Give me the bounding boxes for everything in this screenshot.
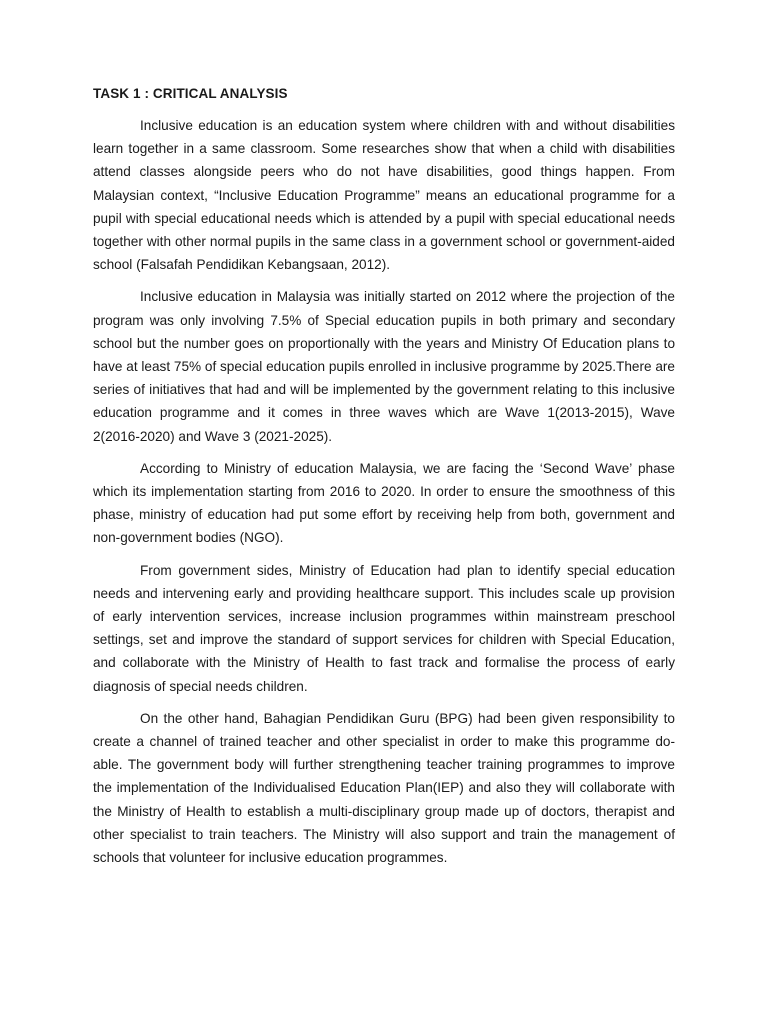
document-heading: TASK 1 : CRITICAL ANALYSIS xyxy=(93,86,288,101)
paragraph-second-wave: According to Ministry of education Malaysia, we are facing the ‘Second Wave’ phase which its implementation starting from 2016 to 2020. In order to ensure the smoothness of this phase, ministry of education had put some effort by receiving help from both, government and non-government bodies (NGO). xyxy=(93,460,675,546)
document-page xyxy=(93,84,675,878)
paragraph-bpg: On the other hand, Bahagian Pendidikan Guru (BPG) had been given responsibility to create a channel of trained teacher and other specialist in order to make this programme do-able. The government body will further strengthening teacher training programmes to improve the implementation of the Individualised Education Plan(IEP) and also they will collaborate with the Ministry of Health to establish a multi-disciplinary group made up of doctors, therapist and other specialist to train teachers. The Ministry will also support and train the management of schools that volunteer for inclusive education programmes. xyxy=(93,710,675,866)
paragraph-government-sides: From government sides, Ministry of Education had plan to identify special education needs and intervening early and providing healthcare support. This includes scale up provision of early intervention services, increase inclusion programmes within mainstream preschool settings, set and improve the standard of support services for children with Special Education, and collaborate with the Ministry of Health to fast track and formalise the process of early diagnosis of special needs children. xyxy=(93,562,675,694)
paragraph-definition: Inclusive education is an education system where children with and without disabilities learn together in a same classroom. Some researches show that when a child with disabilities attend classes alongside peers who do not have disabilities, good things happen. From Malaysian context, “Inclusive Education Programme” means an educational programme for a pupil with special educational needs which is attended by a pupil with special educational needs together with other normal pupils in the same class in a government school or government-aided school (Falsafah Pendidikan Kebangsaan, 2012). xyxy=(93,118,675,273)
paragraph-malaysia-history: Inclusive education in Malaysia was initially started on 2012 where the projection of the program was only involving 7.5% of Special education pupils in both primary and secondary school but the number goes on proportionally with the years and Ministry Of Education plans to have at least 75% of special education pupils enrolled in inclusive programme by 2025.There are series of initiatives that had and will be implemented by the government relating to this inclusive education programme and it comes in three waves which are Wave 1(2013-2015), Wave 2(2016-2020) and Wave 3 (2021-2025). xyxy=(93,289,675,444)
